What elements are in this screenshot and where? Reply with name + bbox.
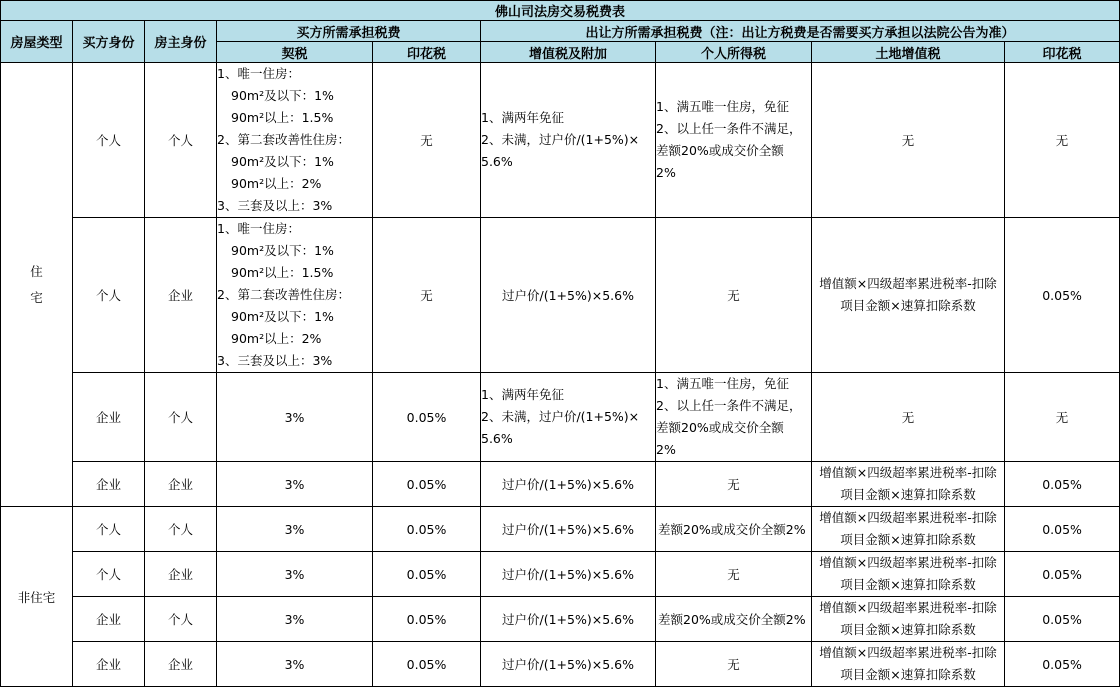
header-buyer-tax: 买方所需承担税费	[217, 21, 481, 42]
buyer-cell: 企业	[73, 597, 145, 642]
header-land-vat: 土地增值税	[812, 42, 1005, 63]
buyer-cell: 企业	[73, 462, 145, 507]
table-row	[1, 63, 1120, 218]
stamp2-cell: 0.05%	[1005, 552, 1120, 597]
stamp2-cell: 无	[1005, 63, 1120, 218]
income-tax-cell: 1、满五唯一住房，免征 2、以上任一条件不满足， 差额20%或成交价全额 2%	[656, 373, 812, 462]
header-seller-tax: 出让方所需承担税费（注：出让方税费是否需要买方承担以法院公告为准）	[481, 21, 1120, 42]
stamp-cell: 0.05%	[373, 552, 481, 597]
header-stamp-duty-seller: 印花税	[1005, 42, 1120, 63]
land-vat-cell: 增值额×四级超率累进税率-扣除 项目金额×速算扣除系数	[812, 597, 1005, 642]
vat-cell: 过户价/(1+5%)×5.6%	[481, 552, 656, 597]
vat-cell: 过户价/(1+5%)×5.6%	[481, 218, 656, 373]
header-property-type: 房屋类型	[1, 21, 73, 63]
stamp2-cell: 0.05%	[1005, 597, 1120, 642]
vat-cell: 1、满两年免征 2、未满，过户价/(1+5%)× 5.6%	[481, 373, 656, 462]
owner-cell: 个人	[145, 507, 217, 552]
buyer-cell: 个人	[73, 218, 145, 373]
header-vat: 增值税及附加	[481, 42, 656, 63]
table-row	[1, 462, 1120, 507]
table-row	[1, 552, 1120, 597]
owner-cell: 企业	[145, 462, 217, 507]
header-buyer: 买方身份	[73, 21, 145, 63]
table-row	[1, 642, 1120, 687]
owner-cell: 企业	[145, 218, 217, 373]
vat-cell: 过户价/(1+5%)×5.6%	[481, 597, 656, 642]
table-row	[1, 373, 1120, 462]
deed-tax-cell: 1、唯一住房： 90m²及以下：1% 90m²以上：1.5% 2、第二套改善性住房： 90m²及以下：1% 90m²以上：2% 3、三套及以上：3%	[217, 63, 373, 218]
deed-tax-cell: 3%	[217, 597, 373, 642]
stamp2-cell: 无	[1005, 373, 1120, 462]
buyer-cell: 个人	[73, 507, 145, 552]
table-row	[1, 597, 1120, 642]
vat-cell: 1、满两年免征 2、未满，过户价/(1+5%)× 5.6%	[481, 63, 656, 218]
land-vat-cell: 增值额×四级超率累进税率-扣除 项目金额×速算扣除系数	[812, 552, 1005, 597]
table-row	[1, 507, 1120, 552]
owner-cell: 企业	[145, 642, 217, 687]
vat-cell: 过户价/(1+5%)×5.6%	[481, 507, 656, 552]
owner-cell: 个人	[145, 373, 217, 462]
vat-cell: 过户价/(1+5%)×5.6%	[481, 462, 656, 507]
deed-tax-cell: 3%	[217, 373, 373, 462]
stamp2-cell: 0.05%	[1005, 642, 1120, 687]
income-tax-cell: 无	[656, 218, 812, 373]
land-vat-cell: 增值额×四级超率累进税率-扣除 项目金额×速算扣除系数	[812, 462, 1005, 507]
header-income-tax: 个人所得税	[656, 42, 812, 63]
group-residential: 住 宅	[1, 63, 73, 507]
stamp-cell: 0.05%	[373, 507, 481, 552]
deed-tax-cell: 3%	[217, 642, 373, 687]
stamp2-cell: 0.05%	[1005, 462, 1120, 507]
buyer-cell: 个人	[73, 552, 145, 597]
buyer-cell: 企业	[73, 642, 145, 687]
income-tax-cell: 差额20%或成交价全额2%	[656, 597, 812, 642]
income-tax-cell: 无	[656, 552, 812, 597]
header-deed-tax: 契税	[217, 42, 373, 63]
buyer-cell: 个人	[73, 63, 145, 218]
land-vat-cell: 无	[812, 63, 1005, 218]
income-tax-cell: 无	[656, 642, 812, 687]
stamp2-cell: 0.05%	[1005, 507, 1120, 552]
deed-tax-cell: 3%	[217, 552, 373, 597]
group-nonresidential: 非住宅	[1, 507, 73, 687]
header-owner: 房主身份	[145, 21, 217, 63]
buyer-cell: 企业	[73, 373, 145, 462]
income-tax-cell: 无	[656, 462, 812, 507]
land-vat-cell: 增值额×四级超率累进税率-扣除 项目金额×速算扣除系数	[812, 642, 1005, 687]
header-stamp-duty: 印花税	[373, 42, 481, 63]
stamp2-cell: 0.05%	[1005, 218, 1120, 373]
stamp-cell: 0.05%	[373, 642, 481, 687]
owner-cell: 企业	[145, 552, 217, 597]
table-title: 佛山司法房交易税费表	[1, 1, 1120, 21]
vat-cell: 过户价/(1+5%)×5.6%	[481, 642, 656, 687]
stamp-cell: 无	[373, 218, 481, 373]
land-vat-cell: 无	[812, 373, 1005, 462]
deed-tax-cell: 3%	[217, 462, 373, 507]
stamp-cell: 0.05%	[373, 462, 481, 507]
stamp-cell: 0.05%	[373, 597, 481, 642]
deed-tax-cell: 3%	[217, 507, 373, 552]
owner-cell: 个人	[145, 597, 217, 642]
deed-tax-cell: 1、唯一住房： 90m²及以下：1% 90m²以上：1.5% 2、第二套改善性住房： 90m²及以下：1% 90m²以上：2% 3、三套及以上：3%	[217, 218, 373, 373]
stamp-cell: 0.05%	[373, 373, 481, 462]
income-tax-cell: 差额20%或成交价全额2%	[656, 507, 812, 552]
stamp-cell: 无	[373, 63, 481, 218]
income-tax-cell: 1、满五唯一住房，免征 2、以上任一条件不满足， 差额20%或成交价全额 2%	[656, 63, 812, 218]
table-row	[1, 218, 1120, 373]
owner-cell: 个人	[145, 63, 217, 218]
land-vat-cell: 增值额×四级超率累进税率-扣除 项目金额×速算扣除系数	[812, 218, 1005, 373]
land-vat-cell: 增值额×四级超率累进税率-扣除 项目金额×速算扣除系数	[812, 507, 1005, 552]
